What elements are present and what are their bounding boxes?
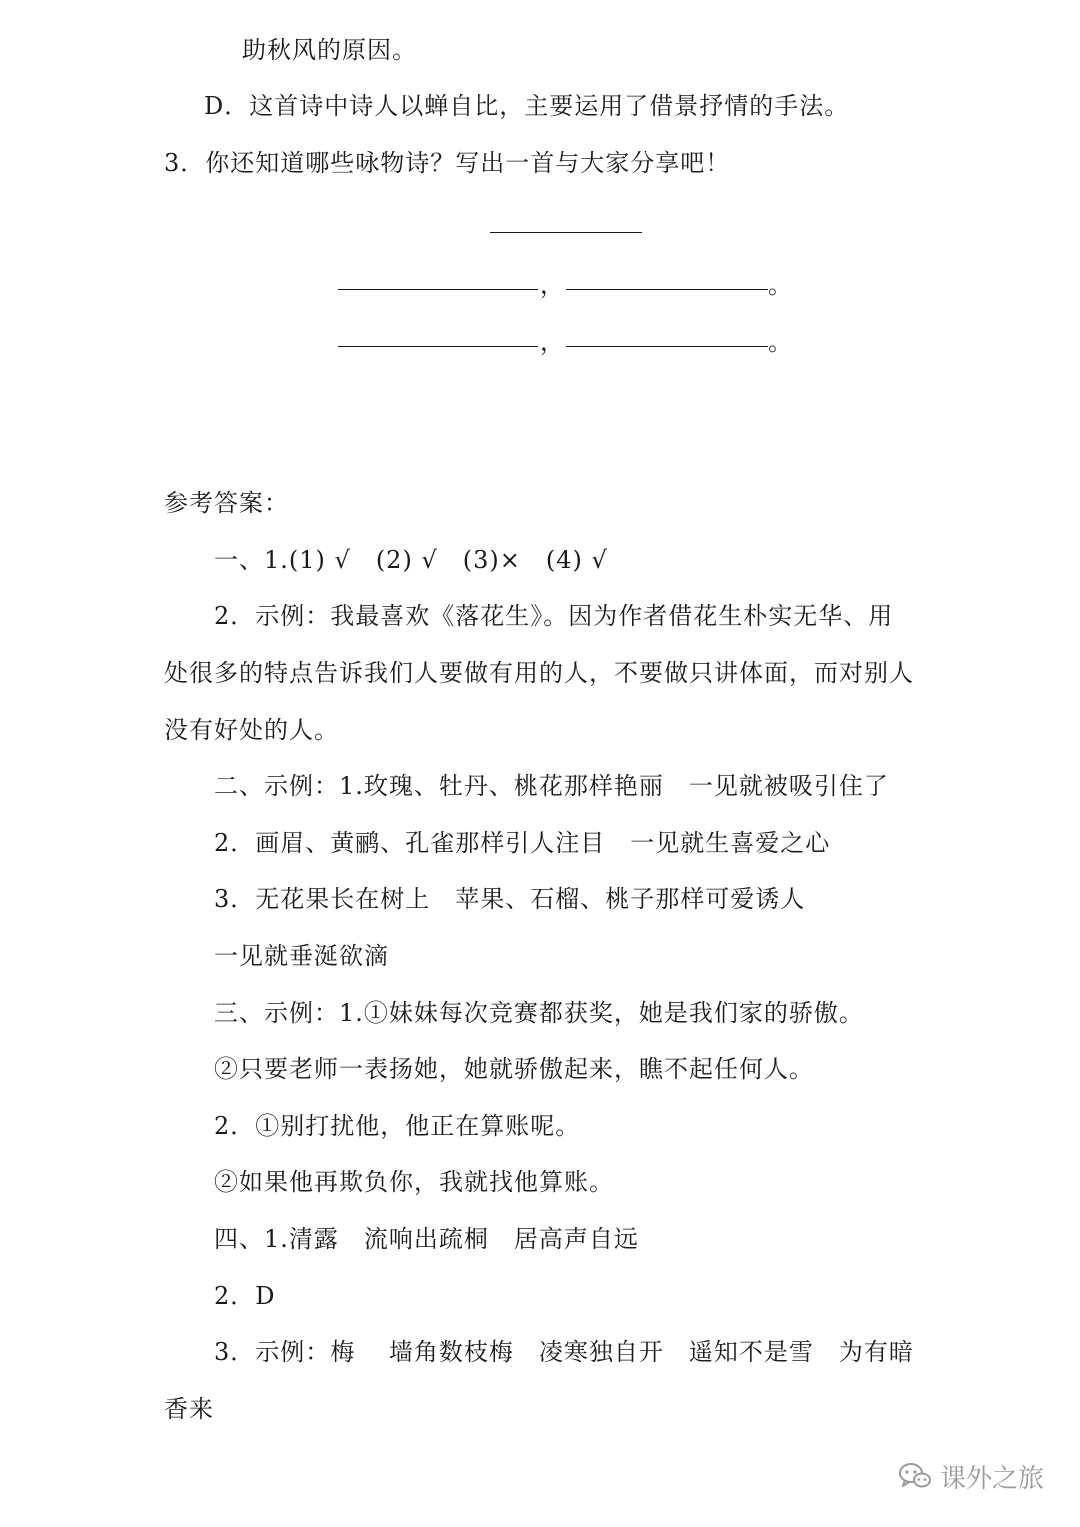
answer-line: 2．画眉、黄鹂、孔雀那样引人注目 一见就生喜爱之心 [214,829,831,857]
answers-heading: 参考答案： [164,489,289,517]
poem-blank-2[interactable] [566,289,768,290]
answer-line: 处很多的特点告诉我们人要做有用的人，不要做只讲体面，而对别人 [164,659,914,687]
blank-comma-2: ， [540,328,564,356]
answer-line: 2．D [214,1282,276,1310]
question-3: 3．你还知道哪些咏物诗？写出一首与大家分享吧！ [164,149,731,177]
blank-period-1: 。 [768,271,792,299]
answer-line: 3．无花果长在树上 苹果、石榴、桃子那样可爱诱人 [214,885,806,913]
blank-comma-1: ， [540,271,564,299]
question-continuation: 助秋风的原因。 [242,36,417,64]
answer-line: 3．示例：梅 墙角数枝梅 凌寒独自开 遥知不是雪 为有暗 [214,1338,914,1366]
answer-line: ②如果他再欺负你，我就找他算账。 [214,1168,614,1196]
answer-line: 一见就垂涎欲滴 [214,942,389,970]
watermark [898,1456,1044,1496]
poem-blank-3[interactable] [338,346,538,347]
answer-line: 没有好处的人。 [164,716,339,744]
poem-blank-4[interactable] [566,346,768,347]
answer-line: 香来 [164,1395,214,1423]
answer-line: 2．①别打扰他，他正在算账呢。 [214,1112,581,1140]
option-d: D．这首诗中诗人以蝉自比，主要运用了借景抒情的手法。 [204,92,850,120]
answer-line: 四、1.清露 流响出疏桐 居高声自远 [214,1225,639,1253]
answer-line: 二、示例：1.玫瑰、牡丹、桃花那样艳丽 一见就被吸引住了 [214,772,889,800]
answer-line: 2．示例：我最喜欢《落花生》。因为作者借花生朴实无华、用 [214,602,894,630]
answer-line: 一、1.(1) √ (2) √ (3)× (4) √ [214,546,608,574]
answer-line: ②只要老师一表扬她，她就骄傲起来，瞧不起任何人。 [214,1055,814,1083]
watermark-label: 课外之旅 [940,1463,1045,1494]
blank-period-2: 。 [768,328,792,356]
answer-line: 三、示例：1.①妹妹每次竞赛都获奖，她是我们家的骄傲。 [214,999,864,1027]
wechat-icon [898,1461,932,1491]
poem-blank-1[interactable] [338,289,538,290]
title-blank[interactable] [490,232,642,233]
